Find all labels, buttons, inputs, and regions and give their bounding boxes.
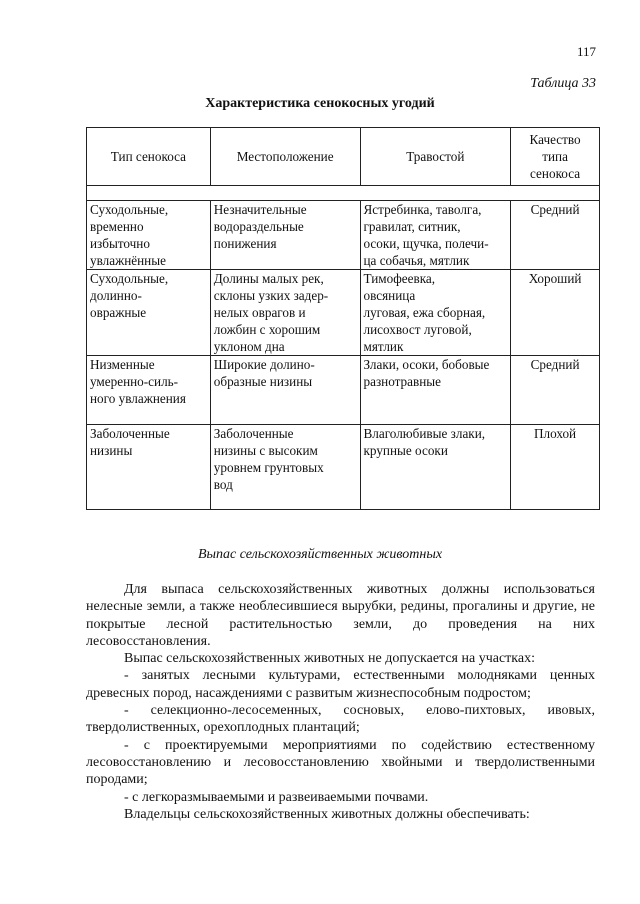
cell-herbage: Влаголюбивые злаки, крупные осоки: [360, 425, 511, 510]
paragraph: Владельцы сельскохозяйственных животных должны обеспечивать:: [124, 806, 530, 822]
table-spacer-row: [87, 186, 600, 201]
page-number: 117: [576, 44, 596, 59]
header-herbage: Травостой: [360, 128, 511, 186]
paragraph: - занятых лесными культурами, естественными молодняками ценных древесных пород, насаждениями с развитым жизнеспособным подростом;: [86, 668, 595, 701]
cell-quality: Средний: [511, 201, 600, 270]
cell-quality: Средний: [511, 356, 600, 425]
cell-quality: Плохой: [511, 425, 600, 510]
header-quality: Качество типа сенокоса: [511, 128, 600, 186]
body-text: [86, 581, 595, 823]
cell-location: Долины малых рек, склоны узких задер- нелых оврагов и ложбин с хорошим уклоном дна: [210, 270, 360, 356]
cell-location: Заболоченные низины с высоким уровнем грунтовых вод: [210, 425, 360, 510]
hayfield-table: [86, 127, 600, 510]
cell-herbage: Тимофеевка, овсяница луговая, ежа сборная, лисохвост луговой, мятлик: [360, 270, 511, 356]
cell-location: Незначительные водораздельные понижения: [210, 201, 360, 270]
table-title: Характеристика сенокосных угодий: [205, 96, 435, 111]
paragraph: - с проектируемыми мероприятиями по содействию естественному лесовосстановлению и лесовосстановлению хвойными и твердолиственными породами;: [86, 737, 595, 788]
table-row: [87, 356, 600, 425]
cell-type: Низменные умеренно-силь- ного увлажнения: [87, 356, 211, 425]
paragraph: Выпас сельскохозяйственных животных не допускается на участках:: [124, 651, 535, 667]
cell-location: Широкие долино- образные низины: [210, 356, 360, 425]
cell-type: Заболоченные низины: [87, 425, 211, 510]
paragraph: Для выпаса сельскохозяйственных животных должны использоваться нелесные земли, а также необлесившиеся вырубки, редины, прогалины и другие, не покрытые лесной растительностью земли, до проведения на них лесовосстановления.: [86, 582, 595, 649]
table-label: Таблица 33: [530, 76, 596, 91]
section-title: Выпас сельскохозяйственных животных: [197, 547, 443, 562]
paragraph: - с легкоразмываемыми и развеиваемыми почвами.: [124, 789, 429, 805]
cell-type: Суходольные, временно избыточно увлажнённые: [87, 201, 211, 270]
cell-quality: Хороший: [511, 270, 600, 356]
table-row: [87, 270, 600, 356]
cell-herbage: Ястребинка, таволга, гравилат, ситник, осоки, щучка, полечи- ца собачья, мятлик: [360, 201, 511, 270]
header-location: Местоположение: [210, 128, 360, 186]
cell-herbage: Злаки, осоки, бобовые разнотравные: [360, 356, 511, 425]
paragraph: - селекционно-лесосеменных, сосновых, елово-пихтовых, ивовых, твердолиственных, орехоплодных плантаций;: [86, 703, 595, 736]
cell-type: Суходольные, долинно- овражные: [87, 270, 211, 356]
spacer-cell: [87, 186, 600, 201]
table-row: [87, 425, 600, 510]
table-header-row: [87, 128, 600, 186]
table-row: [87, 201, 600, 270]
header-hayfield-type: Тип сенокоса: [87, 128, 211, 186]
